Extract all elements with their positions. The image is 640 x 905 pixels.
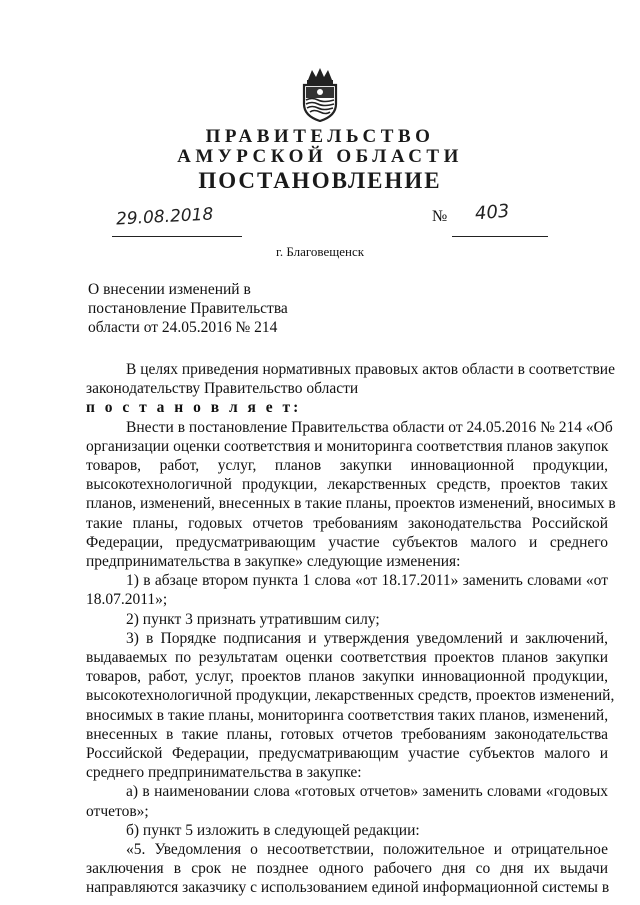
body-line: организации оценки соответствия и мониторинга соответствия планов закупок bbox=[86, 437, 609, 455]
body-line: заключения в срок не позднее одного рабочего дня со дня их выдачи bbox=[86, 860, 608, 878]
body-line: среднего предпринимательства в закупке: bbox=[86, 764, 362, 782]
number-label: № bbox=[432, 208, 448, 225]
body-line: 1) в абзаце втором пункта 1 слова «от 18.17.2011» заменить словами «от bbox=[126, 572, 608, 590]
subject-line: области от 24.05.2016 № 214 bbox=[88, 319, 278, 336]
body-line: планов, изменений, внесенных в такие планы, проектов изменений, вносимых в bbox=[86, 495, 616, 513]
body-line: направляются заказчику с использованием единой информационной системы в bbox=[86, 879, 610, 897]
body-line: высокотехнологичной продукции, лекарственных средств, проектов изменений, bbox=[86, 687, 615, 705]
body-line: 3) в Порядке подписания и утверждения уведомлений и заключений, bbox=[126, 629, 608, 647]
government-name-line2: АМУРСКОЙ ОБЛАСТИ bbox=[177, 146, 463, 167]
city-name: г. Благовещенск bbox=[275, 244, 365, 259]
subject-line: О внесении изменений в bbox=[88, 281, 251, 298]
body-line: вносимых в такие планы, мониторинга соответствия таких планов, изменений, bbox=[86, 706, 609, 724]
decree-verb: п о с т а н о в л я е т: bbox=[86, 399, 302, 417]
body-line: 2) пункт 3 признать утратившим силу; bbox=[126, 610, 380, 628]
body-line: «5. Уведомления о несоответствии, положительное и отрицательное bbox=[126, 841, 608, 859]
body-line: В целях приведения нормативных правовых актов области в соответствие bbox=[126, 361, 615, 378]
body-line: Федерации, предусматривающим участие субъектов малого и среднего bbox=[86, 533, 608, 551]
body-line: внесенных в такие планы, готовых отчетов требованиям законодательства bbox=[86, 725, 608, 743]
body-line: б) пункт 5 изложить в следующей редакции: bbox=[126, 821, 420, 839]
document-body bbox=[86, 360, 616, 898]
body-line: законодательству Правительство области bbox=[86, 380, 359, 398]
body-line: высокотехнологичной продукции, лекарственных средств, проектов таких bbox=[86, 476, 608, 494]
handwritten-date: 29.08.2018 bbox=[115, 204, 214, 230]
body-line: предпринимательства в закупке» следующие изменения: bbox=[86, 553, 461, 571]
body-line: отчетов»; bbox=[86, 802, 149, 820]
body-line: Российской Федерации, предусматривающим участие субъектов малого и bbox=[86, 745, 608, 763]
government-name-line1: ПРАВИТЕЛЬСТВО bbox=[205, 126, 435, 147]
body-line: такие планы, годовых отчетов требованиям законодательства Российской bbox=[86, 514, 608, 532]
body-line: товаров, работ, услуг, планов закупки инновационной продукции, bbox=[86, 457, 608, 475]
document-subject bbox=[88, 280, 288, 337]
handwritten-number: 403 bbox=[474, 200, 511, 225]
body-line: Внести в постановление Правительства области от 24.05.2016 № 214 «Об bbox=[126, 418, 613, 436]
body-line: товаров, работ, услуг, проектов планов закупки инновационной продукции, bbox=[86, 668, 608, 686]
body-line: 18.07.2011»; bbox=[86, 591, 168, 609]
body-line: выдаваемых по результатам оценки соответствия проектов планов закупки bbox=[86, 649, 608, 667]
subject-line: постановление Правительства bbox=[88, 300, 288, 317]
body-line: а) в наименовании слова «готовых отчетов» заменить словами «годовых bbox=[126, 783, 608, 801]
document-type-title: ПОСТАНОВЛЕНИЕ bbox=[198, 168, 442, 193]
amur-region-coat-of-arms-icon bbox=[298, 66, 342, 122]
